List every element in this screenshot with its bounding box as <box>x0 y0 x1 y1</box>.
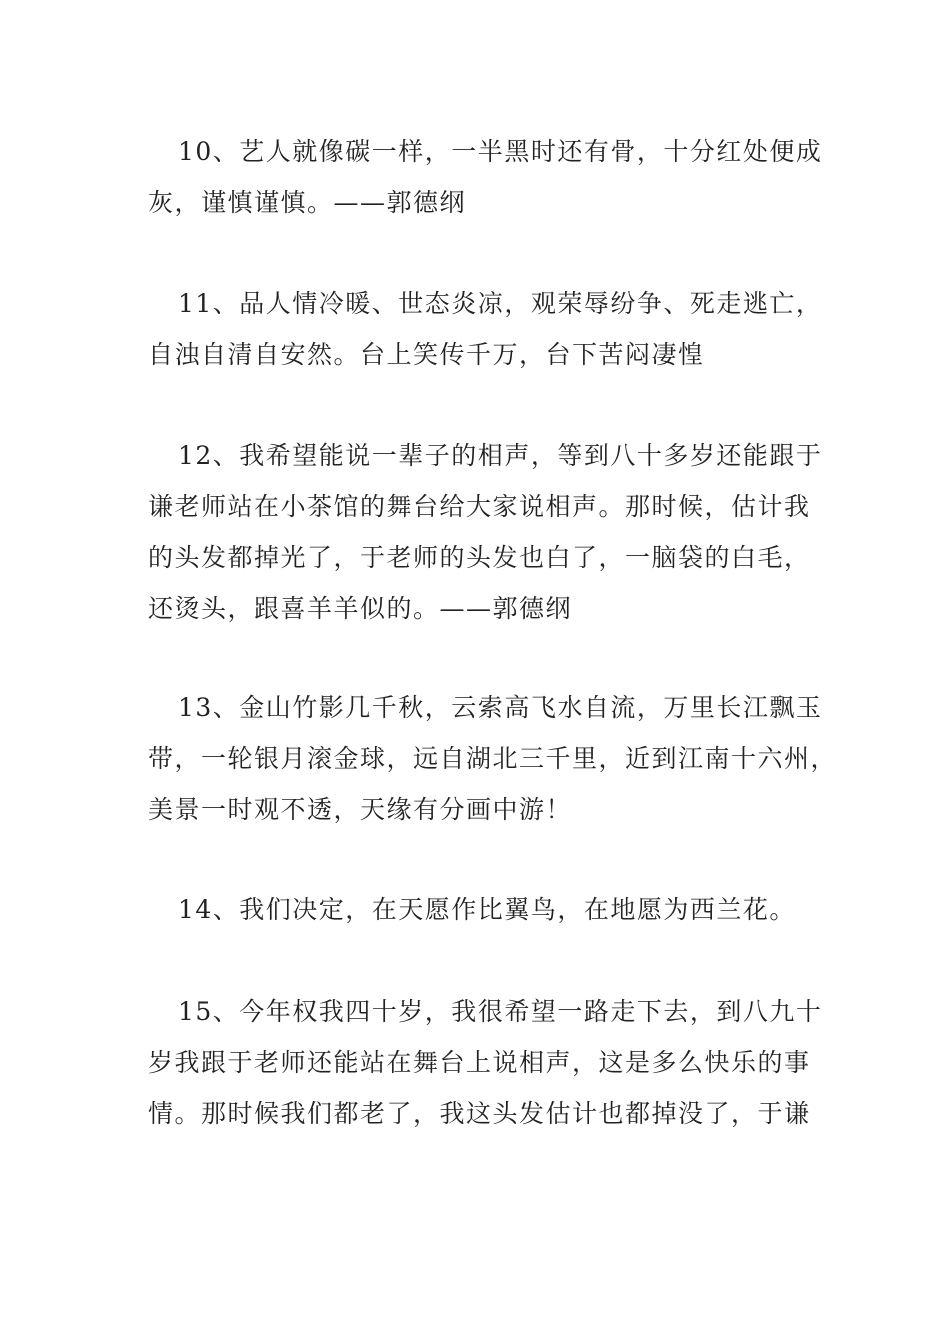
paragraph-line: 15、今年权我四十岁，我很希望一路走下去，到八九十 <box>178 997 823 1026</box>
paragraph-line: 岁我跟于老师还能站在舞台上说相声，这是多么快乐的事 <box>148 1048 811 1077</box>
paragraph-line: 美景一时观不透，天缘有分画中游！ <box>148 795 573 824</box>
paragraph-line: 灰，谨慎谨慎。——郭德纲 <box>148 188 467 217</box>
paragraph-12 <box>148 430 823 634</box>
paragraph-14 <box>148 884 808 935</box>
paragraph-line: 10、艺人就像碳一样，一半黑时还有骨，十分红处便成 <box>178 137 823 166</box>
paragraph-line: 13、金山竹影几千秋，云索高飞水自流，万里长江飘玉 <box>178 693 823 722</box>
paragraph-line: 12、我希望能说一辈子的相声，等到八十多岁还能跟于 <box>178 441 823 470</box>
paragraph-13 <box>148 682 838 835</box>
paragraph-11 <box>148 278 823 380</box>
paragraph-line: 情。那时候我们都老了，我这头发估计也都掉没了，于谦 <box>148 1099 811 1128</box>
paragraph-15 <box>148 986 823 1139</box>
paragraph-line: 还烫头，跟喜羊羊似的。——郭德纲 <box>148 594 573 623</box>
paragraph-line: 谦老师站在小茶馆的舞台给大家说相声。那时候，估计我 <box>148 492 811 521</box>
paragraph-line: 自浊自清自安然。台上笑传千万，台下苦闷凄惶 <box>148 340 705 369</box>
paragraph-line: 的头发都掉光了，于老师的头发也白了，一脑袋的白毛， <box>148 543 811 572</box>
paragraph-10 <box>148 126 823 228</box>
paragraph-line: 11、品人情冷暖、世态炎凉，观荣辱纷争、死走逃亡， <box>178 289 823 318</box>
paragraph-line: 带，一轮银月滚金球，远自湖北三千里，近到江南十六州， <box>148 744 838 773</box>
paragraph-line: 14、我们决定，在天愿作比翼鸟，在地愿为西兰花。 <box>178 895 796 924</box>
